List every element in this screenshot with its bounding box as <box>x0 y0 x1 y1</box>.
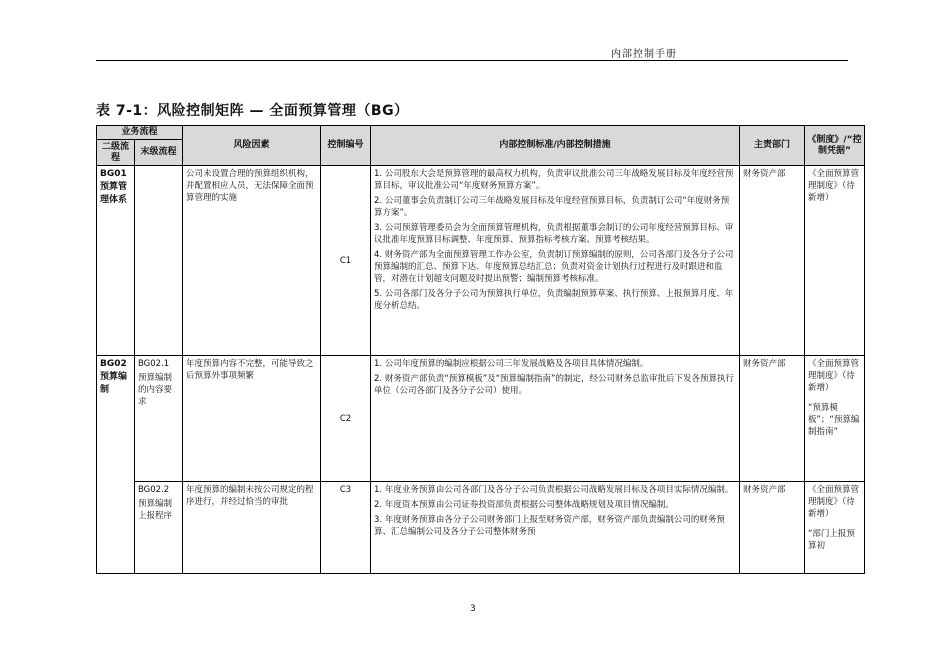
basis-item: “预算模板”；“预算编制指南” <box>808 403 860 437</box>
measure-item: 1. 年度业务预算由公司各部门及各分子公司负责根据公司战略发展目标及各项目实际情况编制。 <box>374 485 734 495</box>
table-title: 表 7-1：风险控制矩阵 — 全面预算管理（BG） <box>96 103 409 119</box>
control-measures-cell <box>371 482 740 574</box>
control-number-cell: C1 <box>321 166 371 356</box>
control-number-cell: C3 <box>321 482 371 574</box>
level3-cell <box>135 166 183 356</box>
measure-item: 5. 公司各部门及各分子公司为预算执行单位，负责编制预算草案、执行预算、上报预算月度、年度分析总结。 <box>374 289 734 311</box>
control-basis-cell <box>805 356 865 482</box>
page-number: 3 <box>470 604 476 614</box>
level2-name: 预算管理体系 <box>100 182 128 205</box>
level3-name: 预算编制上报程序 <box>138 499 173 521</box>
basis-item: 《全面预算管理制度》（待新增） <box>808 485 860 519</box>
header-business-process: 业务流程 <box>97 126 183 140</box>
header-control-measures: 内部控制标准/内部控制措施 <box>371 126 740 166</box>
level3-code: BG02.2 <box>138 485 170 495</box>
level2-code: BG01 <box>100 169 127 179</box>
level3-code: BG02.1 <box>138 359 170 369</box>
level2-code: BG02 <box>100 359 127 369</box>
basis-item: 《全面预算管理制度》（待新增） <box>808 169 860 203</box>
level3-cell <box>135 356 183 482</box>
control-number-cell: C2 <box>321 356 371 482</box>
control-basis-cell <box>805 482 865 574</box>
level2-cell <box>97 356 135 574</box>
header-responsible-dept: 主责部门 <box>740 126 805 166</box>
risk-cell: 年度预算的编制未按公司规定的程序进行，并经过恰当的审批 <box>183 482 321 574</box>
responsible-dept-cell: 财务资产部 <box>740 166 805 356</box>
measure-item: 2. 财务资产部负责“预算模板”及“预算编制指南”的制定，经公司财务总监审批后下发各预算执行单位（公司各部门及各分子公司）使用。 <box>374 374 734 396</box>
header-control-number: 控制编号 <box>321 126 371 166</box>
measure-item: 3. 公司预算管理委员会为全面预算管理机构，负责根据董事会制订的公司年度经营预算目标、审议批准年度预算目标调整、年度预算、预算指标考核方案、预算考核结果。 <box>374 223 734 245</box>
control-measures-cell <box>371 166 740 356</box>
table-row <box>97 356 865 482</box>
risk-cell: 公司未设置合理的预算组织机构，并配置相应人员，无法保障全面预算管理的实施 <box>183 166 321 356</box>
measure-item: 4. 财务资产部为全面预算管理工作办公室，负责制订预算编制的原则，公司各部门及各分子公司预算编制的汇总、预算下达、年度预算总结汇总；负责对资金计划执行过程进行及时跟进和监管，对潜在计划超支问题及时提出预警；编制预算考核标准。 <box>374 250 734 284</box>
measure-item: 1. 公司年度预算的编制应根据公司三年发展战略及各项目具体情况编制。 <box>374 359 649 369</box>
header-control-basis: 《制度》/“控制凭据” <box>805 126 865 166</box>
table-row <box>97 482 865 574</box>
level3-cell <box>135 482 183 574</box>
header-risk-factors: 风险因素 <box>183 126 321 166</box>
responsible-dept-cell: 财务资产部 <box>740 356 805 482</box>
header-divider <box>96 60 848 61</box>
level2-name: 预算编制 <box>100 372 128 395</box>
measure-item: 3. 年度财务预算由各分子公司财务部门上报至财务资产部，财务资产部负责编制公司的财务预算、汇总编制公司及各分子公司整体财务预 <box>374 515 725 537</box>
level2-cell <box>97 166 135 356</box>
control-basis-cell <box>805 166 865 356</box>
basis-item: 《全面预算管理制度》（待新增） <box>808 359 860 393</box>
table-row <box>97 166 865 356</box>
page-header-title: 内部控制手册 <box>611 49 677 60</box>
measure-item: 1. 公司股东大会是预算管理的最高权力机构，负责审议批准公司三年战略发展目标及年度经营预算目标，审议批准公司“年度财务预算方案”。 <box>374 169 734 191</box>
responsible-dept-cell: 财务资产部 <box>740 482 805 574</box>
measure-item: 2. 年度资本预算由公司证券投资部负责根据公司整体战略规划及项目情况编制。 <box>374 500 674 510</box>
measure-item: 2. 公司董事会负责制订公司三年战略发展目标及年度经营预算目标，负责制订公司“年度财务预算方案”。 <box>374 196 730 218</box>
control-measures-cell <box>371 356 740 482</box>
risk-cell: 年度预算内容不完整，可能导致之后预算外事项频繁 <box>183 356 321 482</box>
risk-control-matrix <box>96 125 865 574</box>
level3-name: 预算编制的内容要求 <box>138 373 173 407</box>
basis-item: “部门上报预算初 <box>808 529 855 551</box>
header-level3-process: 末级流程 <box>135 140 183 166</box>
header-level2-process: 二级流程 <box>97 140 135 166</box>
